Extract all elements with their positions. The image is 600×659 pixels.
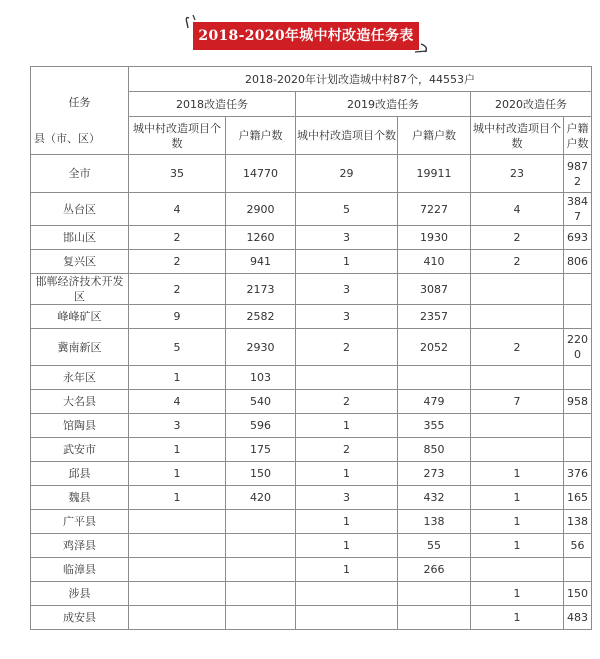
district-name: 武安市 xyxy=(31,438,129,462)
households-2019: 432 xyxy=(398,486,471,510)
households-2018: 2930 xyxy=(226,329,296,366)
households-2020: 9872 xyxy=(564,155,592,193)
projects-2019: 2 xyxy=(296,438,398,462)
projects-2018: 1 xyxy=(129,366,226,390)
table-row xyxy=(31,414,592,438)
projects-2019: 1 xyxy=(296,250,398,274)
district-name: 魏县 xyxy=(31,486,129,510)
projects-2020 xyxy=(471,274,564,305)
projects-2020: 7 xyxy=(471,390,564,414)
households-2019: 19911 xyxy=(398,155,471,193)
table-row xyxy=(31,606,592,630)
households-2019: 55 xyxy=(398,534,471,558)
households-2019: 2357 xyxy=(398,305,471,329)
projects-2018: 2 xyxy=(129,250,226,274)
projects-2020 xyxy=(471,438,564,462)
projects-2018 xyxy=(129,534,226,558)
table-row xyxy=(31,534,592,558)
households-2020 xyxy=(564,274,592,305)
plan-summary: 2018-2020年计划改造城中村87个，44553户 xyxy=(129,67,592,92)
district-name: 涉县 xyxy=(31,582,129,606)
households-2018: 596 xyxy=(226,414,296,438)
households-2019: 1930 xyxy=(398,226,471,250)
task-table xyxy=(30,66,592,630)
table-row xyxy=(31,438,592,462)
projects-2019: 3 xyxy=(296,305,398,329)
households-2018: 2173 xyxy=(226,274,296,305)
projects-2019: 3 xyxy=(296,226,398,250)
col-households-2018: 户籍户数 xyxy=(226,117,296,155)
table-row xyxy=(31,510,592,534)
district-name: 馆陶县 xyxy=(31,414,129,438)
households-2020: 56 xyxy=(564,534,592,558)
district-name: 邱县 xyxy=(31,462,129,486)
projects-2018 xyxy=(129,510,226,534)
projects-2020 xyxy=(471,305,564,329)
col-projects-2018: 城中村改造项目个数 xyxy=(129,117,226,155)
table-row xyxy=(31,329,592,366)
projects-2019 xyxy=(296,582,398,606)
header-corner xyxy=(31,67,129,155)
table-row xyxy=(31,486,592,510)
households-2019: 479 xyxy=(398,390,471,414)
households-2019 xyxy=(398,606,471,630)
households-2018 xyxy=(226,582,296,606)
projects-2018: 4 xyxy=(129,390,226,414)
district-name: 成安县 xyxy=(31,606,129,630)
projects-2019: 3 xyxy=(296,274,398,305)
households-2020 xyxy=(564,438,592,462)
households-2019: 138 xyxy=(398,510,471,534)
households-2019: 850 xyxy=(398,438,471,462)
district-name: 丛台区 xyxy=(31,193,129,226)
households-2020 xyxy=(564,366,592,390)
households-2019: 7227 xyxy=(398,193,471,226)
projects-2020: 2 xyxy=(471,329,564,366)
table-row xyxy=(31,366,592,390)
households-2020: 2200 xyxy=(564,329,592,366)
households-2019: 2052 xyxy=(398,329,471,366)
households-2020 xyxy=(564,305,592,329)
households-2018 xyxy=(226,558,296,582)
projects-2020: 2 xyxy=(471,226,564,250)
projects-2018: 5 xyxy=(129,329,226,366)
households-2020: 693 xyxy=(564,226,592,250)
households-2018 xyxy=(226,534,296,558)
year-2018-header: 2018改造任务 xyxy=(129,92,296,117)
projects-2020: 1 xyxy=(471,606,564,630)
projects-2020 xyxy=(471,558,564,582)
households-2019: 410 xyxy=(398,250,471,274)
district-name: 鸡泽县 xyxy=(31,534,129,558)
households-2019 xyxy=(398,582,471,606)
table-row xyxy=(31,155,592,193)
households-2019: 273 xyxy=(398,462,471,486)
projects-2018 xyxy=(129,558,226,582)
corner-task-label: 任务 xyxy=(68,96,91,109)
projects-2019: 1 xyxy=(296,462,398,486)
table-row xyxy=(31,390,592,414)
title-banner xyxy=(183,14,431,54)
projects-2018: 4 xyxy=(129,193,226,226)
year-2020-header: 2020改造任务 xyxy=(471,92,592,117)
table-row xyxy=(31,193,592,226)
households-2018: 103 xyxy=(226,366,296,390)
projects-2018: 3 xyxy=(129,414,226,438)
households-2018: 540 xyxy=(226,390,296,414)
projects-2018: 2 xyxy=(129,274,226,305)
projects-2020 xyxy=(471,414,564,438)
district-name: 冀南新区 xyxy=(31,329,129,366)
col-households-2019: 户籍户数 xyxy=(398,117,471,155)
projects-2018 xyxy=(129,606,226,630)
households-2020 xyxy=(564,558,592,582)
corner-district-label: 县（市、区） xyxy=(34,132,100,145)
households-2020: 150 xyxy=(564,582,592,606)
district-name: 复兴区 xyxy=(31,250,129,274)
table-row xyxy=(31,274,592,305)
households-2018 xyxy=(226,606,296,630)
households-2018: 2582 xyxy=(226,305,296,329)
projects-2019: 1 xyxy=(296,534,398,558)
projects-2019 xyxy=(296,606,398,630)
projects-2020: 4 xyxy=(471,193,564,226)
households-2020: 958 xyxy=(564,390,592,414)
table-row xyxy=(31,226,592,250)
households-2019: 3087 xyxy=(398,274,471,305)
projects-2019: 29 xyxy=(296,155,398,193)
col-projects-2019: 城中村改造项目个数 xyxy=(296,117,398,155)
district-name: 大名县 xyxy=(31,390,129,414)
households-2020: 138 xyxy=(564,510,592,534)
district-name: 全市 xyxy=(31,155,129,193)
col-projects-2020: 城中村改造项目个数 xyxy=(471,117,564,155)
projects-2018: 2 xyxy=(129,226,226,250)
district-name: 广平县 xyxy=(31,510,129,534)
table-row xyxy=(31,582,592,606)
projects-2020: 1 xyxy=(471,462,564,486)
projects-2018: 1 xyxy=(129,462,226,486)
households-2018: 150 xyxy=(226,462,296,486)
households-2020: 483 xyxy=(564,606,592,630)
district-name: 永年区 xyxy=(31,366,129,390)
households-2018: 941 xyxy=(226,250,296,274)
projects-2020: 2 xyxy=(471,250,564,274)
households-2020: 376 xyxy=(564,462,592,486)
projects-2019: 2 xyxy=(296,329,398,366)
households-2019: 266 xyxy=(398,558,471,582)
households-2018: 1260 xyxy=(226,226,296,250)
projects-2019: 1 xyxy=(296,510,398,534)
households-2020: 806 xyxy=(564,250,592,274)
table-row xyxy=(31,250,592,274)
district-name: 临漳县 xyxy=(31,558,129,582)
projects-2020: 23 xyxy=(471,155,564,193)
table-row xyxy=(31,462,592,486)
page-title: 2018-2020年城中村改造任务表 xyxy=(193,22,419,50)
projects-2020: 1 xyxy=(471,582,564,606)
households-2020 xyxy=(564,414,592,438)
district-name: 邯郸经济技术开发区 xyxy=(31,274,129,305)
households-2019 xyxy=(398,366,471,390)
households-2020: 165 xyxy=(564,486,592,510)
projects-2019: 1 xyxy=(296,558,398,582)
table-row xyxy=(31,305,592,329)
projects-2019: 1 xyxy=(296,414,398,438)
projects-2019: 5 xyxy=(296,193,398,226)
projects-2019: 2 xyxy=(296,390,398,414)
projects-2018 xyxy=(129,582,226,606)
projects-2020 xyxy=(471,366,564,390)
district-name: 峰峰矿区 xyxy=(31,305,129,329)
projects-2018: 1 xyxy=(129,486,226,510)
district-name: 邯山区 xyxy=(31,226,129,250)
households-2018: 2900 xyxy=(226,193,296,226)
table-row xyxy=(31,558,592,582)
col-households-2020: 户籍户数 xyxy=(564,117,592,155)
projects-2020: 1 xyxy=(471,486,564,510)
households-2018: 420 xyxy=(226,486,296,510)
projects-2020: 1 xyxy=(471,534,564,558)
projects-2020: 1 xyxy=(471,510,564,534)
projects-2018: 9 xyxy=(129,305,226,329)
households-2018: 175 xyxy=(226,438,296,462)
projects-2018: 1 xyxy=(129,438,226,462)
projects-2019 xyxy=(296,366,398,390)
projects-2019: 3 xyxy=(296,486,398,510)
households-2020: 3847 xyxy=(564,193,592,226)
projects-2018: 35 xyxy=(129,155,226,193)
households-2019: 355 xyxy=(398,414,471,438)
year-2019-header: 2019改造任务 xyxy=(296,92,471,117)
households-2018 xyxy=(226,510,296,534)
households-2018: 14770 xyxy=(226,155,296,193)
